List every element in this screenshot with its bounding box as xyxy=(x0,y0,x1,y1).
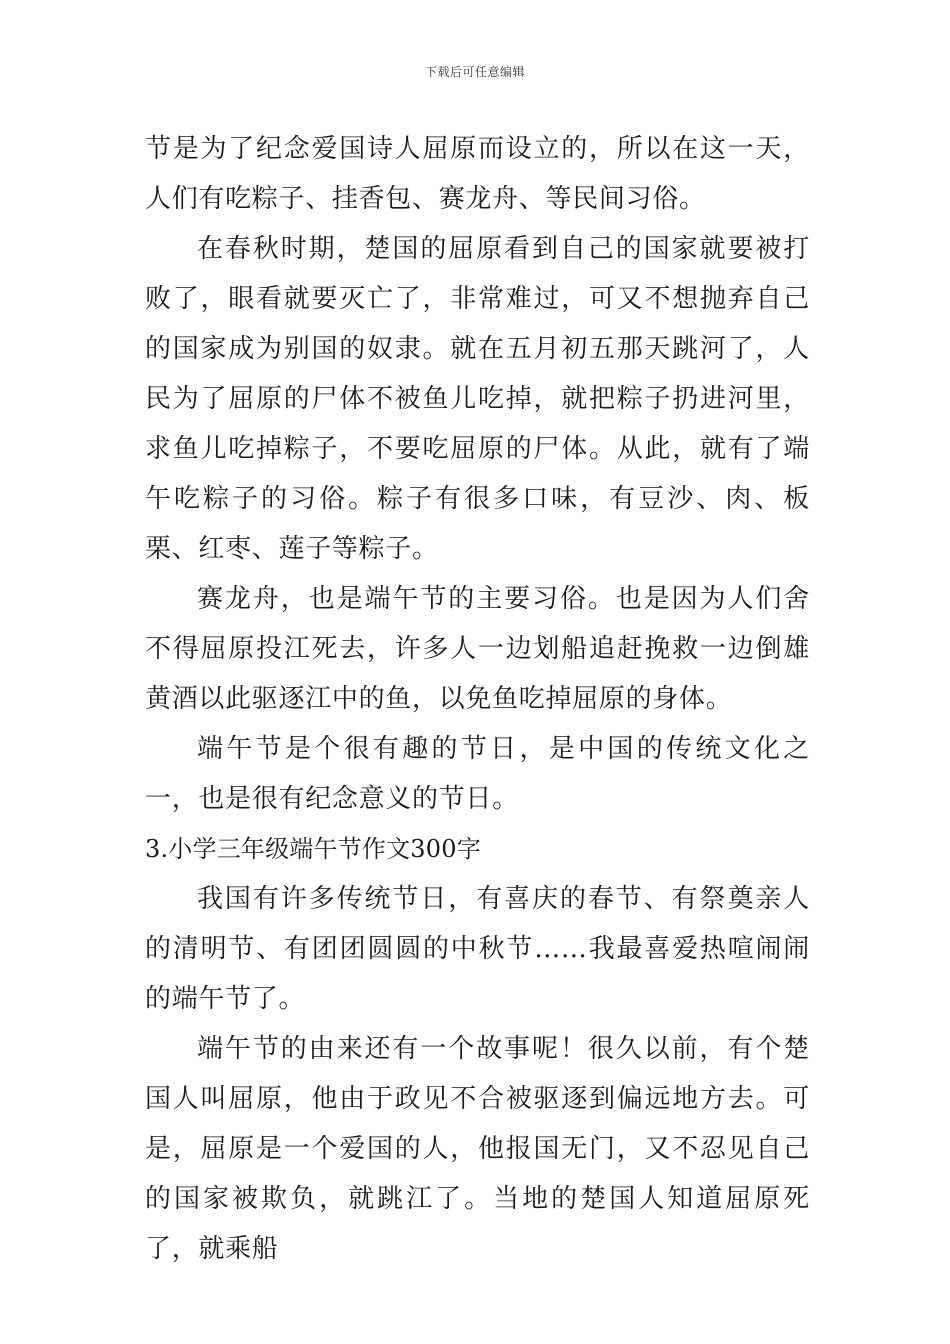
paragraph-qu-yuan-story: 在春秋时期，楚国的屈原看到自己的国家就要被打败了，眼看就要灭亡了，非常难过，可又不想抛弃自己的国家成为别国的奴隶。就在五月初五那天跳河了，人民为了屈原的尸体不被鱼儿吃掉，就把粽子扔进河里，求鱼儿吃掉粽子，不要吃屈原的尸体。从此，就有了端午吃粽子的习俗。粽子有很多口味，有豆沙、肉、板栗、红枣、莲子等粽子。 xyxy=(145,234,810,564)
paragraph-conclusion: 端午节是个很有趣的节日，是中国的传统文化之一，也是很有纪念意义的节日。 xyxy=(145,734,810,814)
paragraph-intro-continued: 节是为了纪念爱国诗人屈原而设立的，所以在这一天，人们有吃粽子、挂香包、赛龙舟、等民间习俗。 xyxy=(145,134,810,214)
document-body xyxy=(145,124,810,1274)
page-header: 下载后可任意编辑 xyxy=(424,65,525,79)
paragraph-festivals: 我国有许多传统节日，有喜庆的春节、有祭奠亲人的清明节、有团团圆圆的中秋节……我最喜爱热喧闹闹的端午节了。 xyxy=(145,884,810,1014)
paragraph-dragon-boat: 赛龙舟，也是端午节的主要习俗。也是因为人们舍不得屈原投江死去，许多人一边划船追赶挽救一边倒雄黄酒以此驱逐江中的鱼，以免鱼吃掉屈原的身体。 xyxy=(145,584,810,714)
paragraph-origin-story: 端午节的由来还有一个故事呢！很久以前，有个楚国人叫屈原，他由于政见不合被驱逐到偏远地方去。可是，屈原是一个爱国的人，他报国无门，又不忍见自己的国家被欺负，就跳江了。当地的楚国人知道屈原死了，就乘船 xyxy=(145,1034,810,1264)
section-heading: 3.小学三年级端午节作文300字 xyxy=(145,835,481,863)
